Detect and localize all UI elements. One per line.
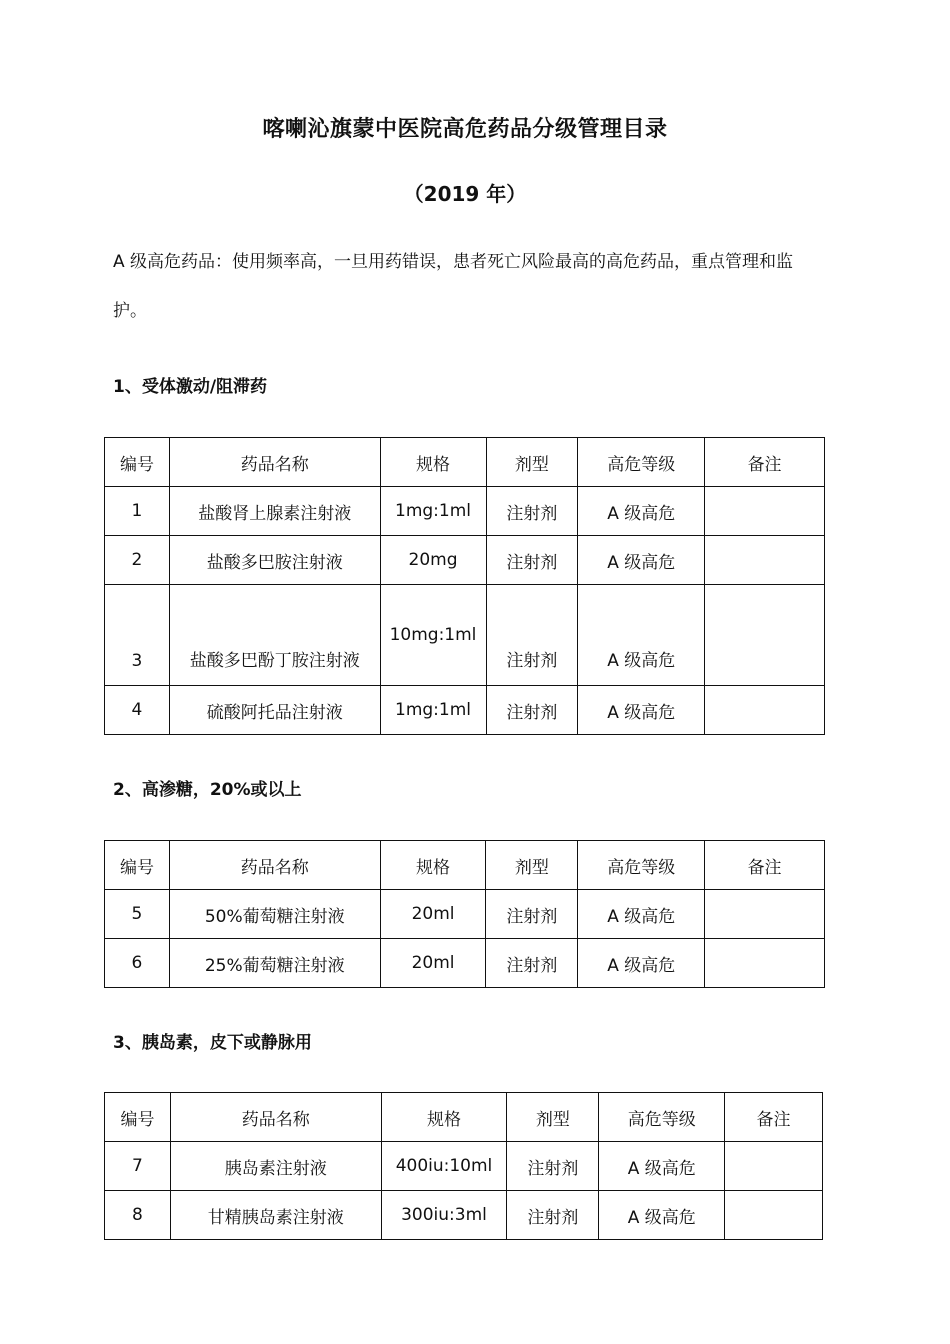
header-form: 剂型 bbox=[486, 438, 578, 487]
cell-name: 盐酸肾上腺素注射液 bbox=[169, 487, 380, 536]
cell-spec: 300iu:3ml bbox=[381, 1191, 507, 1240]
cell-note bbox=[705, 536, 825, 585]
cell-note bbox=[705, 487, 825, 536]
cell-no: 6 bbox=[105, 939, 170, 988]
cell-note bbox=[725, 1142, 823, 1191]
header-note: 备注 bbox=[725, 1093, 823, 1142]
cell-level: A 级高危 bbox=[578, 939, 705, 988]
section-heading-3: 3、胰岛素，皮下或静脉用 bbox=[113, 1033, 312, 1053]
table-row bbox=[105, 536, 825, 585]
cell-level: A 级高危 bbox=[578, 686, 705, 735]
cell-spec: 400iu:10ml bbox=[381, 1142, 507, 1191]
document-year: （2019 年） bbox=[403, 182, 527, 206]
header-no: 编号 bbox=[105, 438, 170, 487]
cell-level: A 级高危 bbox=[578, 585, 705, 686]
cell-level: A 级高危 bbox=[578, 487, 705, 536]
cell-note bbox=[725, 1191, 823, 1240]
cell-no: 4 bbox=[105, 686, 170, 735]
header-spec: 规格 bbox=[381, 1093, 507, 1142]
cell-form: 注射剂 bbox=[507, 1142, 599, 1191]
cell-name: 硫酸阿托品注射液 bbox=[169, 686, 380, 735]
header-name: 药品名称 bbox=[169, 841, 380, 890]
drug-table-2 bbox=[104, 840, 825, 988]
drug-table-1 bbox=[104, 437, 825, 735]
intro-paragraph: A 级高危药品：使用频率高，一旦用药错误，患者死亡风险最高的高危药品，重点管理和监护。 bbox=[113, 252, 794, 321]
cell-name: 盐酸多巴胺注射液 bbox=[169, 536, 380, 585]
cell-name: 50%葡萄糖注射液 bbox=[169, 890, 380, 939]
table-row bbox=[105, 1191, 823, 1240]
header-form: 剂型 bbox=[507, 1093, 599, 1142]
cell-note bbox=[705, 890, 825, 939]
header-level: 高危等级 bbox=[578, 841, 705, 890]
cell-level: A 级高危 bbox=[578, 536, 705, 585]
cell-name: 甘精胰岛素注射液 bbox=[170, 1191, 381, 1240]
header-form: 剂型 bbox=[486, 841, 578, 890]
cell-form: 注射剂 bbox=[486, 585, 578, 686]
table-row bbox=[105, 890, 825, 939]
cell-form: 注射剂 bbox=[507, 1191, 599, 1240]
cell-name: 25%葡萄糖注射液 bbox=[169, 939, 380, 988]
header-name: 药品名称 bbox=[169, 438, 380, 487]
drug-table-3 bbox=[104, 1092, 823, 1240]
cell-no: 7 bbox=[105, 1142, 171, 1191]
cell-spec: 1mg:1ml bbox=[380, 487, 486, 536]
header-note: 备注 bbox=[705, 438, 825, 487]
cell-form: 注射剂 bbox=[486, 939, 578, 988]
cell-no: 5 bbox=[105, 890, 170, 939]
table-row bbox=[105, 487, 825, 536]
cell-no: 1 bbox=[105, 487, 170, 536]
section-heading-1: 1、受体激动/阻滞药 bbox=[113, 377, 268, 397]
header-spec: 规格 bbox=[380, 841, 486, 890]
cell-no: 8 bbox=[105, 1191, 171, 1240]
table-header-row bbox=[105, 1093, 823, 1142]
cell-level: A 级高危 bbox=[599, 1142, 725, 1191]
cell-name: 盐酸多巴酚丁胺注射液 bbox=[169, 585, 380, 686]
cell-level: A 级高危 bbox=[578, 890, 705, 939]
cell-spec-text: 10mg:1ml bbox=[389, 625, 477, 645]
table-row bbox=[105, 939, 825, 988]
cell-note bbox=[705, 686, 825, 735]
table-header-row bbox=[105, 438, 825, 487]
table-row bbox=[105, 1142, 823, 1191]
header-level: 高危等级 bbox=[578, 438, 705, 487]
cell-note bbox=[705, 585, 825, 686]
cell-level: A 级高危 bbox=[599, 1191, 725, 1240]
header-no: 编号 bbox=[105, 841, 170, 890]
header-spec: 规格 bbox=[380, 438, 486, 487]
cell-form: 注射剂 bbox=[486, 536, 578, 585]
cell-note bbox=[705, 939, 825, 988]
cell-form: 注射剂 bbox=[486, 487, 578, 536]
header-name: 药品名称 bbox=[170, 1093, 381, 1142]
table-header-row bbox=[105, 841, 825, 890]
section-heading-2: 2、高渗糖，20%或以上 bbox=[113, 780, 302, 800]
table-row bbox=[105, 585, 825, 686]
document-title: 喀喇沁旗蒙中医院高危药品分级管理目录 bbox=[262, 117, 668, 142]
header-no: 编号 bbox=[105, 1093, 171, 1142]
cell-spec bbox=[380, 585, 486, 686]
cell-form: 注射剂 bbox=[486, 686, 578, 735]
header-level: 高危等级 bbox=[599, 1093, 725, 1142]
cell-no: 3 bbox=[105, 585, 170, 686]
cell-spec: 20ml bbox=[380, 890, 486, 939]
cell-spec: 20ml bbox=[380, 939, 486, 988]
cell-spec: 1mg:1ml bbox=[380, 686, 486, 735]
header-note: 备注 bbox=[705, 841, 825, 890]
cell-form: 注射剂 bbox=[486, 890, 578, 939]
cell-no: 2 bbox=[105, 536, 170, 585]
cell-spec: 20mg bbox=[380, 536, 486, 585]
table-row bbox=[105, 686, 825, 735]
cell-name: 胰岛素注射液 bbox=[170, 1142, 381, 1191]
